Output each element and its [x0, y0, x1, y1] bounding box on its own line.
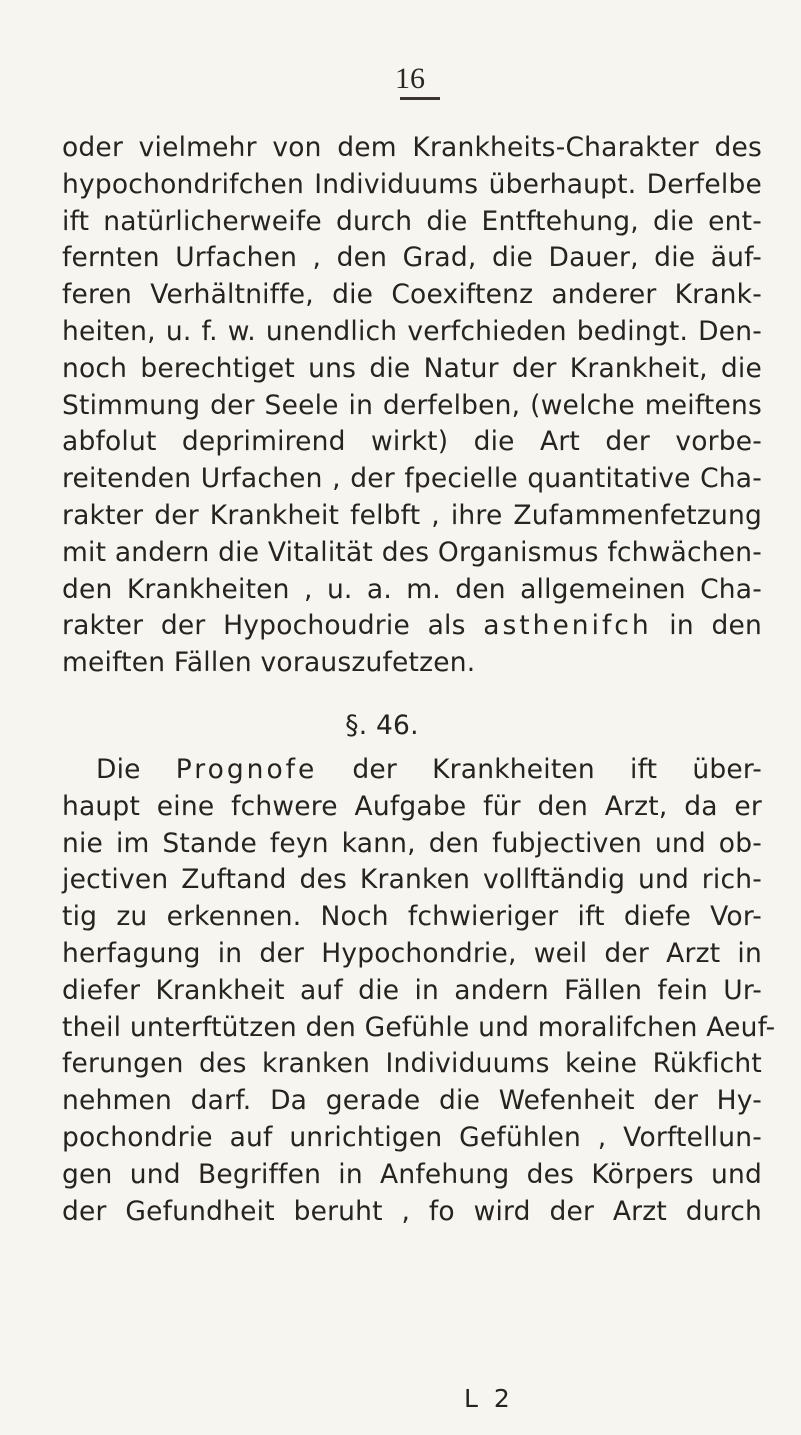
text-line: ferungen des kranken Individuums keine Rükficht [62, 1048, 762, 1080]
emphasized-word: asthenifch [483, 610, 652, 642]
text-segment: rakter der Hypochoudrie als [62, 610, 484, 642]
signature-mark: L 2 [464, 1384, 514, 1413]
text-line: mit andern die Vitalität des Organismus fchwächen- [62, 536, 762, 568]
text-line: fernten Urfachen , den Grad, die Dauer, die äuf- [62, 242, 762, 274]
text-line: rakter der Krankheit felbft , ihre Zufammenfetzung [62, 499, 762, 531]
text-line: tig zu erkennen. Noch fchwieriger ift diefe Vor- [62, 901, 762, 933]
text-line: diefer Krankheit auf die in andern Fällen fein Ur- [62, 974, 762, 1006]
paragraph-1 [62, 130, 762, 682]
text-line: oder vielmehr von dem Krankheits-Charakter des [62, 132, 762, 163]
text-line: herfagung in der Hypochondrie, weil der Arzt in [62, 937, 762, 969]
text-line [62, 608, 762, 645]
text-line: abfolut deprimirend wirkt) die Art der vorbe- [62, 426, 762, 458]
emphasized-word: Prognofe [175, 753, 318, 785]
header-rule [400, 97, 440, 100]
text-line: pochondrie auf unrichtigen Gefühlen , Vorftellun- [62, 1121, 762, 1153]
page-text [62, 130, 776, 1230]
paragraph-2 [62, 752, 776, 1230]
text-segment: der Krankheiten ift über- [317, 753, 763, 785]
text-line [62, 752, 762, 789]
text-line: feren Verhältniffe, die Coexiftenz anderer Krank- [62, 279, 762, 311]
text-line: meiften Fällen vorauszufetzen. [62, 647, 476, 679]
text-line: nehmen darf. Da gerade die Wefenheit der Hy- [62, 1085, 762, 1117]
page-number: 16 [395, 62, 425, 95]
text-line: nie im Stande feyn kann, den fubjectiven und ob- [62, 827, 762, 859]
text-line: jectiven Zuftand des Kranken vollftändig und rich- [62, 864, 762, 896]
text-line: heiten, u. f. w. unendlich verfchieden bedingt. Den- [62, 315, 762, 347]
text-line: theil unterftützen den Gefühle und moralifchen Aeuf- [62, 1011, 776, 1043]
text-line: noch berechtiget uns die Natur der Krankheit, die [62, 352, 762, 384]
text-line: haupt eine fchwere Aufgabe für den Arzt, da er [62, 790, 762, 822]
text-line: ift natürlicherweife durch die Entftehung, die ent- [62, 205, 762, 237]
text-line: reitenden Urfachen , der fpecielle quantitative Cha- [62, 463, 762, 495]
text-line: Stimmung der Seele in derfelben, (welche meiftens [62, 389, 762, 421]
text-line: der Gefundheit beruht , fo wird der Arzt durch [62, 1195, 762, 1227]
text-segment: in den [651, 610, 762, 642]
text-line: den Krankheiten , u. a. m. den allgemeinen Cha- [62, 573, 762, 605]
text-segment: Die [96, 753, 176, 785]
text-line: gen und Begriffen in Anfehung des Körpers und [62, 1158, 762, 1190]
text-line: hypochondrifchen Individuums überhaupt. Derfelbe [62, 168, 762, 200]
section-heading: §. 46. [345, 709, 419, 741]
